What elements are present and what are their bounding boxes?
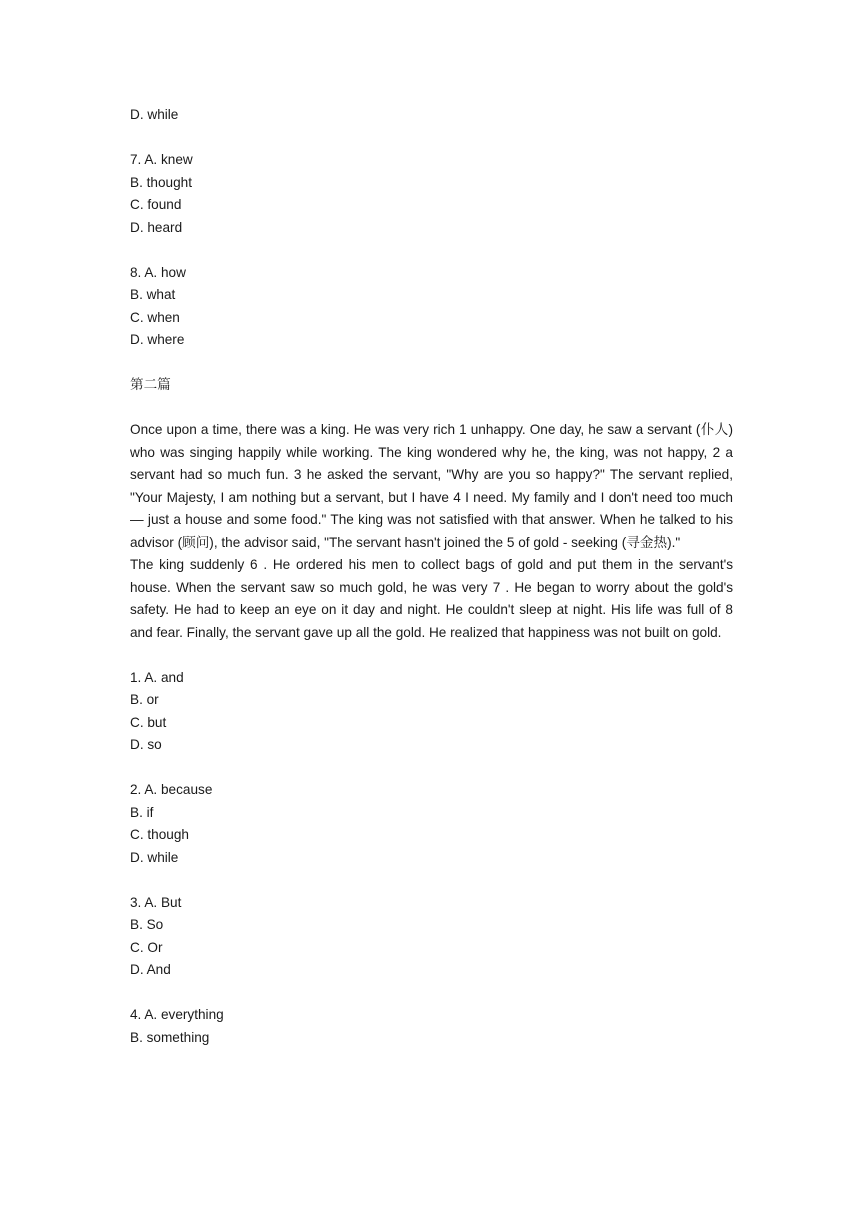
option-line: C. found (130, 197, 182, 212)
question-1 (130, 667, 733, 757)
question-line: 1. A. and (130, 669, 184, 685)
question-4 (130, 1004, 733, 1049)
option-line: B. what (130, 287, 176, 302)
option-line: D. while (130, 107, 179, 122)
question-line: 7. A. knew (130, 152, 193, 167)
question-line: 2. A. because (130, 782, 213, 797)
document-page (130, 104, 733, 1049)
option-line: D. And (130, 962, 171, 977)
question-3 (130, 892, 733, 982)
passage-paragraph-2: The king suddenly 6 . He ordered his men to collect bags of gold and put them in the servant's house. When the servant saw so much gold, he was very 7 . He began to worry about the gold's safety. He had to keep an eye on it day and night. He couldn't sleep at night. His life was full of 8 and fear. Finally, the servant gave up all the gold. He realized that happiness was not built on gold. (130, 557, 733, 640)
option-line: B. something (130, 1029, 210, 1045)
option-line: C. but (130, 714, 167, 730)
question-line: 3. A. But (130, 894, 182, 910)
option-line: C. Or (130, 939, 163, 955)
passage-paragraph-1: Once upon a time, there was a king. He was very rich 1 unhappy. One day, he saw a servant (仆人) who was singing happily while working. The king wondered why he, the king, was not happy, 2 a servant had so much fun. 3 he asked the servant, "Why are you so happy?" The servant replied, "Your Majesty, I am nothing but a servant, but I have 4 I need. My family and I don't need too much — just a house and some food." The king was not satisfied with that answer. When he talked to his advisor (顾问), the advisor said, "The servant hasn't joined the 5 of gold - seeking (寻金热)." (130, 422, 733, 550)
option-line: D. so (130, 737, 162, 752)
option-line: B. thought (130, 174, 192, 190)
option-line: D. heard (130, 219, 183, 235)
option-line: C. when (130, 309, 180, 325)
option-line: D. while (130, 849, 179, 865)
option-line: C. though (130, 827, 189, 842)
question-7 (130, 149, 733, 239)
section-heading: 第二篇 (130, 377, 171, 393)
question-8 (130, 262, 733, 352)
option-line: B. if (130, 804, 154, 820)
option-line: B. or (130, 692, 159, 707)
question-line: 4. A. everything (130, 1007, 224, 1022)
option-line: D. where (130, 332, 185, 347)
option-line: B. So (130, 917, 164, 932)
reading-passage (130, 419, 733, 644)
question-line: 8. A. how (130, 264, 186, 280)
question-2 (130, 779, 733, 869)
